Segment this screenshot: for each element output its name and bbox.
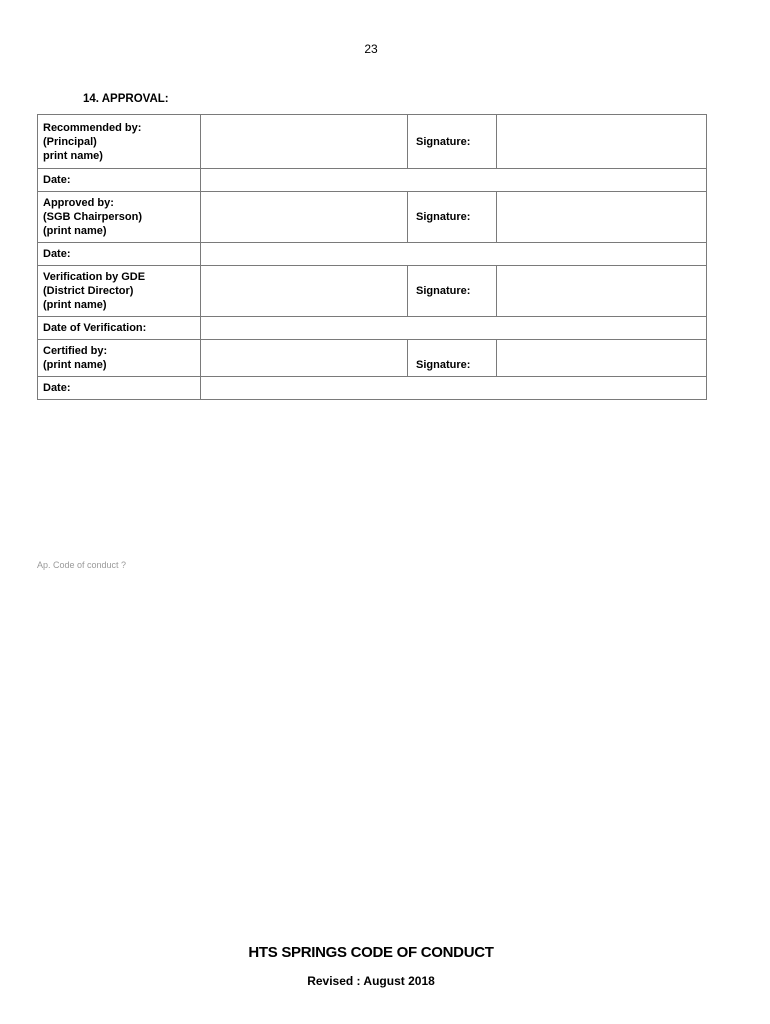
approved-line-1: Approved by:	[43, 197, 114, 209]
approval-table	[37, 114, 707, 400]
certified-line-1: Certified by:	[43, 345, 108, 357]
footer-title: HTS SPRINGS CODE OF CONDUCT	[248, 944, 494, 961]
verification-date-row	[38, 317, 707, 340]
recommended-signature-label: Signature:	[408, 115, 497, 169]
recommended-label	[38, 115, 201, 169]
verification-line-1: Verification by GDE	[43, 271, 146, 283]
recommended-date-field[interactable]	[201, 169, 707, 192]
approved-signature-field[interactable]	[497, 192, 707, 243]
certified-date-label: Date:	[38, 377, 201, 400]
verification-line-2: (District Director)	[43, 285, 134, 297]
footer-subtitle: Revised : August 2018	[307, 974, 435, 988]
certified-date-row	[38, 377, 707, 400]
verification-row	[38, 266, 707, 317]
verification-signature-field[interactable]	[497, 266, 707, 317]
approved-signature-label: Signature:	[408, 192, 497, 243]
approved-line-3: (print name)	[43, 225, 107, 237]
approved-date-row	[38, 243, 707, 266]
approved-line-2: (SGB Chairperson)	[43, 211, 143, 223]
verification-date-label: Date of Verification:	[38, 317, 201, 340]
verification-line-3: (print name)	[43, 299, 107, 311]
approved-label	[38, 192, 201, 243]
certified-label	[38, 340, 201, 377]
certified-signature-label: Signature:	[408, 340, 497, 377]
certified-row	[38, 340, 707, 377]
recommended-row	[38, 115, 707, 169]
recommended-line-1: Recommended by:	[43, 121, 142, 134]
recommended-name-field[interactable]	[201, 115, 408, 169]
certified-name-field[interactable]	[201, 340, 408, 377]
recommended-date-row	[38, 169, 707, 192]
certified-line-2: (print name)	[43, 359, 107, 371]
verification-signature-label: Signature:	[408, 266, 497, 317]
certified-date-field[interactable]	[201, 377, 707, 400]
verification-date-field[interactable]	[201, 317, 707, 340]
approved-date-label: Date:	[38, 243, 201, 266]
approved-date-field[interactable]	[201, 243, 707, 266]
page-number: 23	[364, 42, 378, 56]
certified-signature-field[interactable]	[497, 340, 707, 377]
verification-name-field[interactable]	[201, 266, 408, 317]
recommended-date-label: Date:	[38, 169, 201, 192]
footnote: Ap. Code of conduct ?	[37, 560, 127, 570]
section-heading: 14. APPROVAL:	[83, 93, 169, 105]
approved-row	[38, 192, 707, 243]
verification-label	[38, 266, 201, 317]
recommended-line-3: print name)	[43, 149, 103, 162]
approved-name-field[interactable]	[201, 192, 408, 243]
recommended-signature-field[interactable]	[497, 115, 707, 169]
recommended-line-2: (Principal)	[43, 135, 97, 148]
